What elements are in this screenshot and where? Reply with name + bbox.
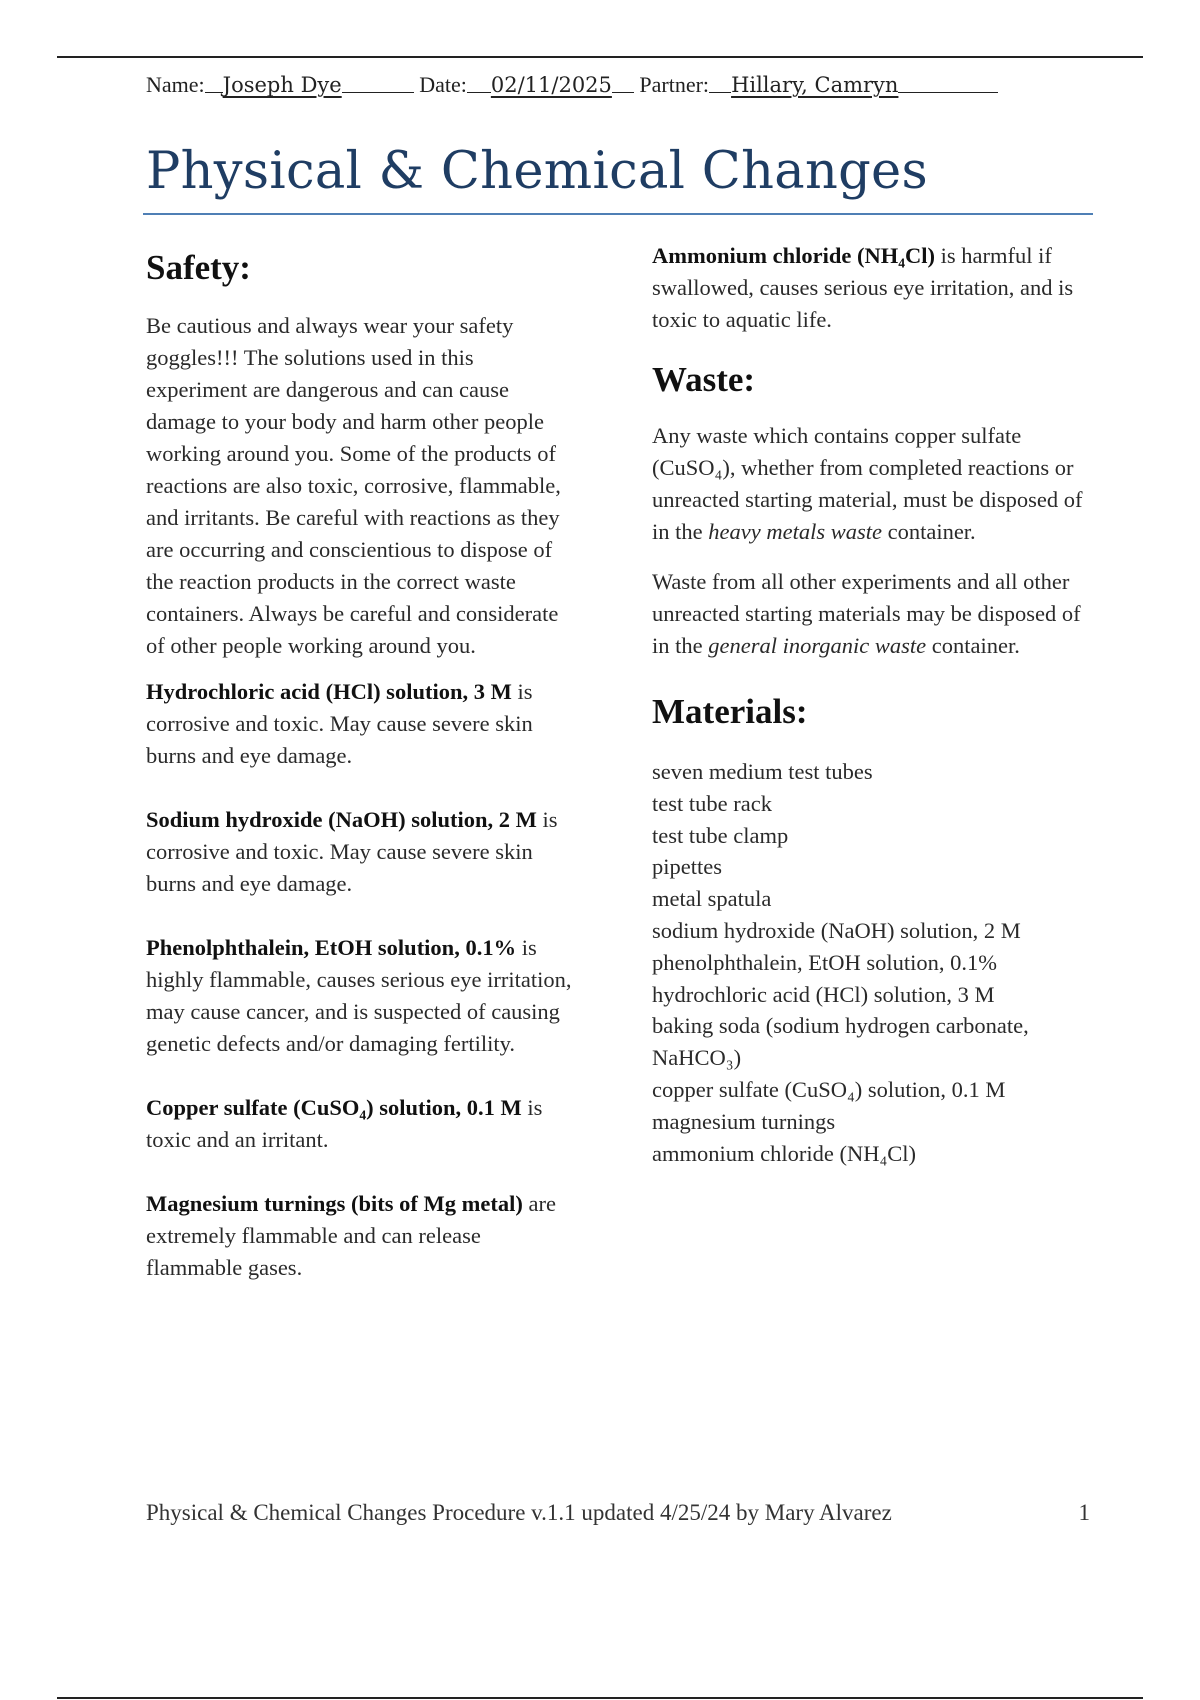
bottom-rule bbox=[57, 1697, 1143, 1699]
partner-blank-lead bbox=[709, 91, 731, 93]
name-blank-lead bbox=[205, 91, 223, 93]
waste-p2-text: Waste from all other experiments and all other unreacted starting materials may be disposed of in the bbox=[652, 569, 1081, 658]
name-value[interactable]: Joseph Dye bbox=[222, 73, 342, 97]
partner-label: Partner: bbox=[639, 72, 710, 97]
hazard-phenolphthalein-name: Phenolphthalein, EtOH solution, 0.1% bbox=[146, 935, 517, 960]
waste-p1-end: container. bbox=[881, 519, 976, 544]
hazard-ammonium-chloride-text: is harmful if swallowed, causes serious eye irritation, and is toxic to aquatic life. bbox=[652, 243, 1074, 332]
date-blank-lead bbox=[467, 91, 491, 93]
materials-item: phenolphthalein, EtOH solution, 0.1% bbox=[652, 949, 997, 975]
hazard-copper-sulfate-name: Copper sulfate (CuSO₄) solution, 0.1 M bbox=[146, 1095, 522, 1120]
materials-item: test tube rack bbox=[652, 790, 772, 816]
materials-item: metal spatula bbox=[652, 886, 772, 912]
materials-item: sodium hydroxide (NaOH) solution, 2 M bbox=[652, 917, 1021, 943]
partner-value[interactable]: Hillary, Camryn bbox=[731, 73, 899, 97]
safety-intro: Be cautious and always wear your safety goggles!!! The solutions used in this experiment are dangerous and can cause damage to your body and harm other people working around you. Some of the products of reactions are also toxic, corrosive, flammable, and irritants. Be careful with reactions as they are occurring and conscientious to dispose of the reaction products in the correct waste containers. Always be careful and considerate of other people working around you. bbox=[146, 313, 561, 658]
name-label: Name: bbox=[146, 72, 205, 97]
date-value[interactable]: 02/11/2025 bbox=[490, 73, 612, 97]
waste-paragraph-1 bbox=[652, 420, 1097, 548]
safety-heading: Safety: bbox=[146, 248, 251, 287]
hazard-magnesium-name: Magnesium turnings (bits of Mg metal) bbox=[146, 1191, 523, 1216]
waste-p2-emphasis: general inorganic waste bbox=[708, 633, 927, 658]
waste-heading: Waste: bbox=[652, 360, 756, 399]
hazard-magnesium-text: are extremely flammable and can release flammable gases. bbox=[146, 1191, 556, 1280]
hazard-hcl-name: Hydrochloric acid (HCl) solution, 3 M bbox=[146, 679, 512, 704]
materials-item: copper sulfate (CuSO₄) solution, 0.1 M bbox=[652, 1076, 1006, 1102]
hazard-phenolphthalein bbox=[146, 932, 576, 1060]
hazard-ammonium-chloride bbox=[652, 240, 1097, 336]
page-number: 1 bbox=[1078, 1500, 1090, 1525]
hazard-naoh bbox=[146, 804, 576, 900]
materials-item: baking soda (sodium hydrogen carbonate, bbox=[652, 1013, 1029, 1039]
hazard-phenolphthalein-text: is highly flammable, causes serious eye irritation, may cause cancer, and is suspected of causing genetic defects and/or damaging fertility. bbox=[146, 935, 572, 1056]
materials-list bbox=[652, 756, 1097, 1169]
materials-item: magnesium turnings bbox=[652, 1108, 836, 1134]
waste-paragraph-2 bbox=[652, 566, 1097, 662]
hazard-hcl bbox=[146, 676, 576, 772]
materials-heading: Materials: bbox=[652, 692, 808, 731]
waste-p2-end: container. bbox=[926, 633, 1020, 658]
title-underline bbox=[143, 213, 1093, 215]
left-column bbox=[146, 240, 576, 1284]
materials-item: test tube clamp bbox=[652, 822, 789, 848]
header-fields bbox=[146, 72, 1046, 98]
waste-p1-text: Any waste which contains copper sulfate (CuSO₄), whether from completed reactions or unreacted starting material, must be disposed of in the bbox=[652, 423, 1083, 544]
hazard-copper-sulfate-text: is toxic and an irritant. bbox=[146, 1095, 543, 1152]
right-column bbox=[652, 240, 1097, 1169]
hazard-copper-sulfate bbox=[146, 1092, 576, 1156]
hazard-hcl-text: is corrosive and toxic. May cause severe skin burns and eye damage. bbox=[146, 679, 533, 768]
waste-p1-emphasis: heavy metals waste bbox=[708, 519, 882, 544]
hazard-ammonium-chloride-name: Ammonium chloride (NH₄Cl) bbox=[652, 243, 935, 268]
date-label: Date: bbox=[419, 72, 467, 97]
footer-text: Physical & Chemical Changes Procedure v.1.1 updated 4/25/24 by Mary Alvarez bbox=[146, 1500, 892, 1525]
page-title: Physical & Chemical Changes bbox=[146, 142, 928, 201]
materials-item: ammonium chloride (NH₄Cl) bbox=[652, 1140, 917, 1166]
page-footer bbox=[146, 1500, 1090, 1526]
hazard-naoh-text: is corrosive and toxic. May cause severe skin burns and eye damage. bbox=[146, 807, 558, 896]
hazard-magnesium bbox=[146, 1188, 576, 1284]
date-blank-trail bbox=[612, 91, 634, 93]
hazard-naoh-name: Sodium hydroxide (NaOH) solution, 2 M bbox=[146, 807, 537, 832]
materials-item: seven medium test tubes bbox=[652, 759, 873, 784]
materials-item: pipettes bbox=[652, 854, 722, 880]
materials-item: NaHCO₃) bbox=[652, 1045, 742, 1071]
name-blank-trail bbox=[342, 91, 414, 93]
partner-blank-trail bbox=[898, 91, 998, 93]
top-rule bbox=[57, 56, 1143, 58]
materials-item: hydrochloric acid (HCl) solution, 3 M bbox=[652, 981, 995, 1007]
